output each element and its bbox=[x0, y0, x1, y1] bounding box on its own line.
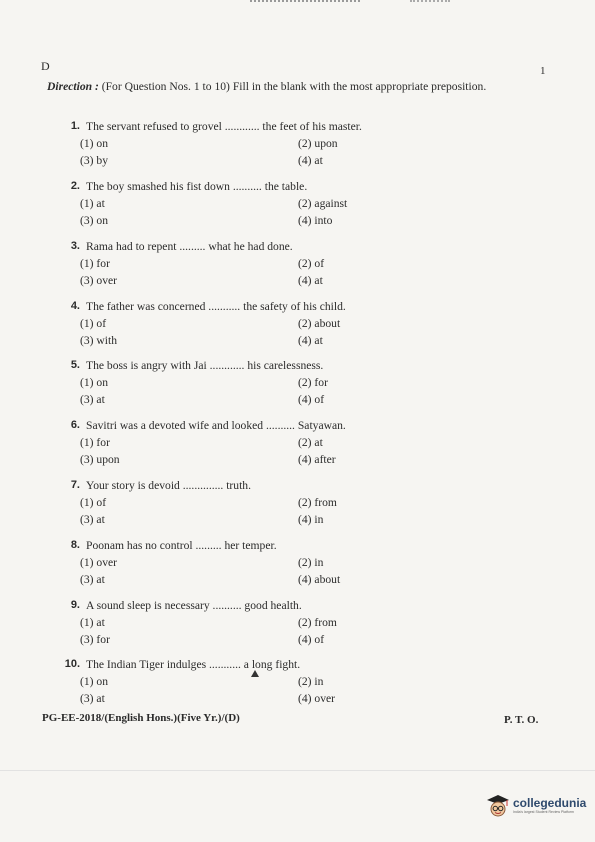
answer-option: (2) in bbox=[298, 675, 324, 688]
options-grid bbox=[58, 316, 538, 349]
answer-option: (1) at bbox=[80, 616, 105, 629]
set-code: D bbox=[41, 59, 50, 73]
question-number: 9. bbox=[70, 599, 80, 611]
question-number: 6. bbox=[70, 419, 80, 431]
answer-option: (1) at bbox=[80, 197, 105, 210]
answer-option: (4) at bbox=[298, 154, 323, 167]
options-grid bbox=[58, 495, 538, 528]
divider bbox=[0, 770, 595, 771]
question-item bbox=[58, 537, 538, 588]
question-item bbox=[58, 238, 538, 289]
options-grid bbox=[58, 615, 538, 648]
scan-mark bbox=[410, 0, 450, 6]
options-grid bbox=[58, 136, 538, 169]
options-grid bbox=[58, 196, 538, 229]
answer-option: (4) of bbox=[298, 393, 325, 406]
answer-option: (2) upon bbox=[298, 137, 338, 150]
direction-text bbox=[47, 79, 547, 94]
answer-option: (4) in bbox=[298, 513, 324, 526]
answer-option: (3) over bbox=[80, 274, 118, 287]
cursor-arrow-icon bbox=[251, 670, 259, 677]
answer-option: (4) over bbox=[298, 692, 336, 705]
question-item bbox=[58, 656, 538, 707]
question-line bbox=[58, 417, 538, 433]
answer-option: (2) from bbox=[298, 616, 337, 629]
question-line bbox=[58, 477, 538, 493]
question-text: The boss is angry with Jai ............ his carelessness. bbox=[86, 358, 324, 372]
answer-option: (1) over bbox=[80, 556, 118, 569]
answer-option: (2) for bbox=[298, 376, 328, 389]
answer-option: (1) on bbox=[80, 137, 109, 150]
answer-option: (4) about bbox=[298, 573, 341, 586]
question-number: 4. bbox=[70, 300, 80, 312]
answer-option: (4) of bbox=[298, 633, 325, 646]
direction-label: Direction : bbox=[47, 80, 99, 93]
question-text: Rama had to repent ......... what he had done. bbox=[86, 239, 293, 253]
answer-option: (3) for bbox=[80, 633, 110, 646]
question-line bbox=[58, 537, 538, 553]
answer-option: (1) of bbox=[80, 317, 107, 330]
question-number: 2. bbox=[70, 180, 80, 192]
question-line bbox=[58, 298, 538, 314]
answer-option: (2) in bbox=[298, 556, 324, 569]
answer-option: (4) into bbox=[298, 214, 333, 227]
collegedunia-logo bbox=[485, 793, 586, 819]
options-grid bbox=[58, 256, 538, 289]
question-item bbox=[58, 417, 538, 468]
answer-option: (2) from bbox=[298, 496, 337, 509]
answer-option: (3) by bbox=[80, 154, 109, 167]
question-line bbox=[58, 118, 538, 134]
pto-label: P. T. O. bbox=[504, 714, 539, 726]
question-line bbox=[58, 238, 538, 254]
answer-option: (4) at bbox=[298, 274, 323, 287]
answer-option: (1) for bbox=[80, 257, 110, 270]
options-grid bbox=[58, 674, 538, 707]
answer-option: (1) on bbox=[80, 675, 109, 688]
question-number: 8. bbox=[70, 539, 80, 551]
answer-option: (3) on bbox=[80, 214, 109, 227]
question-item bbox=[58, 298, 538, 349]
question-number: 10. bbox=[64, 658, 80, 670]
direction-body: (For Question Nos. 1 to 10) Fill in the blank with the most appropriate preposition. bbox=[101, 80, 487, 93]
answer-option: (3) at bbox=[80, 393, 105, 406]
question-item bbox=[58, 178, 538, 229]
graduate-mascot-icon bbox=[485, 793, 511, 819]
question-line bbox=[58, 178, 538, 194]
answer-option: (3) upon bbox=[80, 453, 120, 466]
options-grid bbox=[58, 555, 538, 588]
answer-option: (3) at bbox=[80, 692, 105, 705]
question-line bbox=[58, 357, 538, 373]
logo-name: collegedunia bbox=[513, 796, 587, 810]
question-number: 7. bbox=[70, 479, 80, 491]
answer-option: (2) about bbox=[298, 317, 341, 330]
question-line bbox=[58, 656, 538, 672]
question-text: Poonam has no control ......... her temper. bbox=[86, 538, 277, 552]
page-number: 1 bbox=[540, 65, 546, 77]
question-text: The boy smashed his fist down .......... the table. bbox=[86, 179, 308, 193]
answer-option: (4) at bbox=[298, 334, 323, 347]
options-grid bbox=[58, 375, 538, 408]
question-item bbox=[58, 597, 538, 648]
scan-mark bbox=[250, 0, 360, 8]
question-text: The servant refused to grovel ............ the feet of his master. bbox=[86, 119, 362, 133]
question-text: Savitri was a devoted wife and looked .......... Satyawan. bbox=[86, 418, 346, 432]
answer-option: (1) on bbox=[80, 376, 109, 389]
question-number: 1. bbox=[70, 120, 80, 132]
paper-code: PG-EE-2018/(English Hons.)(Five Yr.)/(D) bbox=[42, 712, 240, 724]
answer-option: (1) of bbox=[80, 496, 107, 509]
answer-option: (3) at bbox=[80, 513, 105, 526]
answer-option: (2) at bbox=[298, 436, 323, 449]
answer-option: (2) of bbox=[298, 257, 325, 270]
options-grid bbox=[58, 435, 538, 468]
question-item bbox=[58, 118, 538, 169]
answer-option: (1) for bbox=[80, 436, 110, 449]
question-text: The Indian Tiger indulges ........... a long fight. bbox=[86, 657, 301, 671]
question-number: 3. bbox=[70, 240, 80, 252]
answer-option: (4) after bbox=[298, 453, 336, 466]
question-line bbox=[58, 597, 538, 613]
question-text: A sound sleep is necessary .......... good health. bbox=[86, 598, 302, 612]
answer-option: (3) with bbox=[80, 334, 118, 347]
question-number: 5. bbox=[70, 359, 80, 371]
question-text: Your story is devoid .............. truth. bbox=[86, 478, 252, 492]
answer-option: (3) at bbox=[80, 573, 105, 586]
answer-option: (2) against bbox=[298, 197, 348, 210]
question-item bbox=[58, 357, 538, 408]
question-text: The father was concerned ........... the safety of his child. bbox=[86, 299, 346, 313]
logo-tagline: India's largest Student Review Platform bbox=[513, 810, 574, 814]
question-item bbox=[58, 477, 538, 528]
